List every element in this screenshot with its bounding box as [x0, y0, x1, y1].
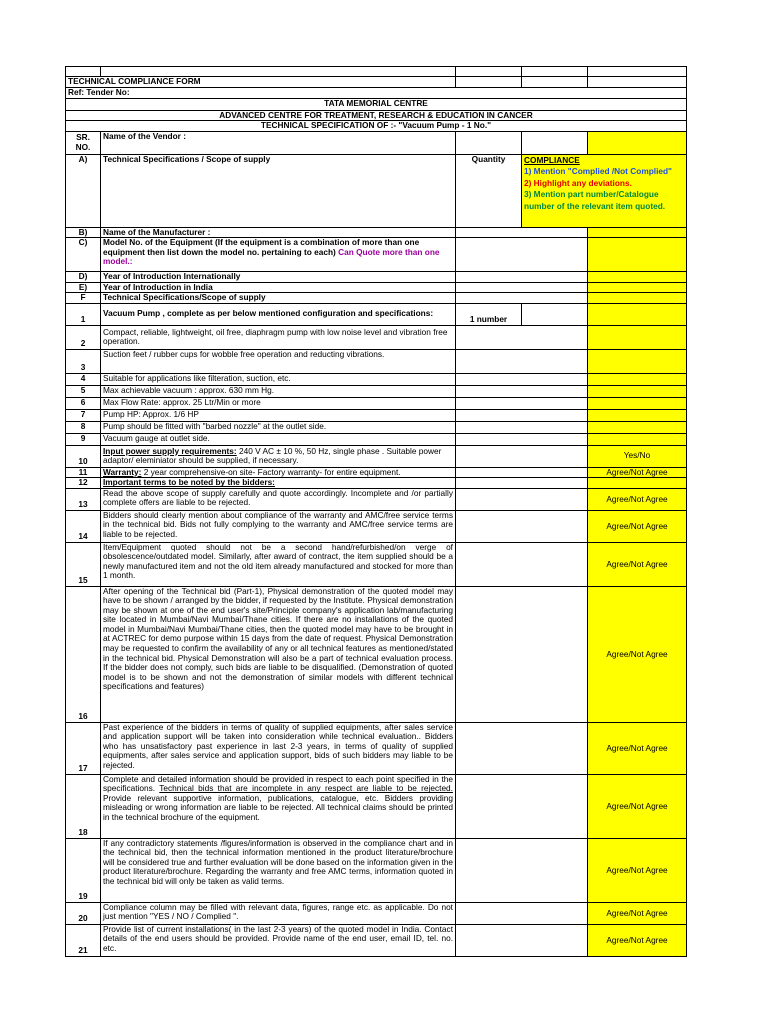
table-row — [66, 445, 687, 467]
row-label: Name of the Manufacturer : — [101, 227, 456, 238]
sr-cell: 15 — [66, 542, 101, 586]
compliance-cell[interactable]: Agree/Not Agree — [588, 902, 687, 924]
sr-cell: B) — [66, 227, 101, 238]
table-row — [66, 349, 687, 373]
cell[interactable] — [456, 924, 522, 956]
table-row — [66, 293, 687, 304]
cell[interactable] — [522, 282, 588, 293]
sr-cell: 18 — [66, 774, 101, 838]
model-label: Model No. of the Equipment (If the equipment is a combination of more than one equipment then list down the model no. pertaining to each) — [103, 237, 420, 257]
table-row — [66, 478, 687, 489]
cell[interactable] — [456, 902, 522, 924]
compliance-cell[interactable] — [588, 433, 687, 445]
sr-cell: F — [66, 293, 101, 304]
warranty-label: Warranty: — [103, 467, 142, 477]
term-text-a: Complete and detailed information should be provided in respect to each point specified in the specifications. — [103, 774, 453, 794]
terms-heading: Important terms to be noted by the bidders: — [101, 478, 456, 489]
row-label — [101, 238, 456, 272]
cell[interactable] — [456, 67, 522, 77]
cell[interactable] — [456, 488, 522, 510]
table-row — [66, 238, 687, 272]
cell[interactable] — [588, 67, 687, 77]
sr-cell: 2 — [66, 325, 101, 349]
spec-text: Suction feet / rubber cups for wobble free operation and reducting vibrations. — [101, 349, 456, 373]
cell[interactable] — [456, 445, 522, 467]
term-text: Compliance column may be filled with relevant data, figures, range etc. as applicable. Do not just mention "YES / NO / Complied ". — [101, 902, 456, 924]
cell[interactable] — [456, 238, 522, 272]
table-row — [66, 838, 687, 902]
compliance-table — [65, 66, 687, 957]
compliance-cell[interactable] — [588, 397, 687, 409]
compliance-cell[interactable]: Agree/Not Agree — [588, 924, 687, 956]
sr-cell: 20 — [66, 902, 101, 924]
term-text-underlined: Technical bids that are incomplete in any respect are liable to be rejected. — [159, 783, 453, 794]
sr-cell: 19 — [66, 838, 101, 902]
compliance-cell[interactable] — [588, 421, 687, 433]
table-row — [66, 385, 687, 397]
row-a-label: A) — [66, 154, 101, 227]
cell[interactable] — [456, 478, 522, 489]
vendor-compliance-cell[interactable] — [588, 131, 687, 154]
compliance-cell[interactable] — [588, 373, 687, 385]
sr-cell: 4 — [66, 373, 101, 385]
cell[interactable] — [522, 293, 588, 304]
table-row — [66, 397, 687, 409]
term-text: Past experience of the bidders in terms of quality of supplied equipments, after sales service and application support will be taken into consideration while technical evaluation.. Bidders who has unsatisfactory past experience in last 2-3 years, in terms of quality of supplied equipments, after sales service and application support, bids of such bidders may liable to be rejected. — [101, 722, 456, 774]
sr-cell: 12 — [66, 478, 101, 489]
cell[interactable] — [522, 421, 588, 433]
cell[interactable] — [522, 445, 588, 467]
org-sub-row — [66, 110, 687, 121]
compliance-cell[interactable] — [588, 303, 687, 325]
term-text-b: Provide relevant supportive information, publications, catalogue, etc. Bidders providing misleading or wrong information are liable to be rejected. All technical claims should be printed in the technical brochure of the equipment. — [103, 792, 453, 822]
cell[interactable] — [522, 272, 588, 283]
compliance-cell[interactable]: Agree/Not Agree — [588, 774, 687, 838]
spec-title-row — [66, 121, 687, 132]
org-row — [66, 98, 687, 110]
cell[interactable] — [456, 409, 522, 421]
term-text: Read the above scope of supply carefully and quote accordingly. Incomplete and /or partially complete offers are liable to be rejected. — [101, 488, 456, 510]
table-row — [66, 586, 687, 722]
table-row — [66, 924, 687, 956]
table-row — [66, 488, 687, 510]
cell[interactable] — [588, 77, 687, 88]
sr-cell: 7 — [66, 409, 101, 421]
term-text: If any contradictory statements /figures/information is observed in the compliance chart and in the technical bid, then the technical information mentioned in the product literature/brochure will be considered true and further evaluation will be done based on the information given in the product literature/brochure. Regarding the warranty and free AMC terms, information quoted in the technical bid will only be taken as valid terms. — [101, 838, 456, 902]
org-name: TATA MEMORIAL CENTRE — [66, 98, 687, 110]
cell[interactable] — [522, 227, 588, 238]
spec-title: TECHNICAL SPECIFICATION OF :- "Vacuum Pump - 1 No." — [66, 121, 687, 132]
org-subtitle: ADVANCED CENTRE FOR TREATMENT, RESEARCH & EDUCATION IN CANCER — [66, 110, 687, 121]
table-row — [66, 722, 687, 774]
cell[interactable] — [522, 303, 588, 325]
cell[interactable] — [522, 373, 588, 385]
spec-text: Pump should be fitted with "barbed nozzle" at the outlet side. — [101, 421, 456, 433]
quantity-cell: 1 number — [456, 303, 522, 325]
compliance-note-1: 1) Mention "Complied /Not Complied" — [524, 166, 672, 177]
table-row — [66, 325, 687, 349]
sr-cell: 21 — [66, 924, 101, 956]
table-row — [66, 510, 687, 542]
term-text: Item/Equipment quoted should not be a second hand/refurbished/on verge of obsolescence/outdated model. Similarly, after award of contract, the item supplied should be a newly manufactured item and not the old item already manufactured and stocked for more than 1 month. — [101, 542, 456, 586]
cell[interactable] — [522, 67, 588, 77]
spec-text: Vacuum gauge at outlet side. — [101, 433, 456, 445]
cell[interactable] — [522, 902, 588, 924]
form-title: TECHNICAL COMPLIANCE FORM — [66, 77, 456, 88]
table-row — [66, 467, 687, 478]
sr-cell: 5 — [66, 385, 101, 397]
cell[interactable] — [456, 293, 522, 304]
sr-cell: 13 — [66, 488, 101, 510]
cell[interactable] — [522, 77, 588, 88]
cell[interactable] — [456, 421, 522, 433]
sr-cell: 11 — [66, 467, 101, 478]
cell[interactable] — [522, 325, 588, 349]
compliance-note-2: 2) Highlight any deviations. — [524, 177, 632, 188]
compliance-cell[interactable]: Agree/Not Agree — [588, 838, 687, 902]
cell[interactable] — [456, 467, 522, 478]
sr-cell: 14 — [66, 510, 101, 542]
cell[interactable] — [456, 349, 522, 373]
table-row — [66, 303, 687, 325]
cell[interactable] — [522, 349, 588, 373]
compliance-cell[interactable]: Agree/Not Agree — [588, 542, 687, 586]
cell[interactable] — [456, 510, 522, 542]
cell[interactable] — [522, 238, 588, 272]
spec-text: Pump HP: Approx. 1/6 HP — [101, 409, 456, 421]
compliance-cell[interactable]: Agree/Not Agree — [588, 488, 687, 510]
cell[interactable] — [101, 67, 456, 77]
sr-cell: 8 — [66, 421, 101, 433]
cell[interactable] — [456, 77, 522, 88]
sr-cell: C) — [66, 238, 101, 272]
compliance-cell[interactable]: Yes/No — [588, 445, 687, 467]
sr-cell: 10 — [66, 445, 101, 467]
cell[interactable] — [456, 131, 522, 154]
table-row — [66, 282, 687, 293]
cell[interactable] — [456, 227, 522, 238]
spec-text — [101, 445, 456, 467]
compliance-cell[interactable] — [588, 409, 687, 421]
table-row — [66, 774, 687, 838]
term-text: Bidders should clearly mention about compliance of the warranty and AMC/free service terms in the technical bid. Bids not fully complying to the warranty and AMC/free service terms are liable to be rejected. — [101, 510, 456, 542]
spec-text: Max Flow Rate: approx. 25 Ltr/Min or more — [101, 397, 456, 409]
table-row — [66, 272, 687, 283]
term-text: Provide list of current installations( in the last 2-3 years) of the quoted model in India. Contact details of the end users should be provided. Provide name of the end user, email ID, tel. no. etc. — [101, 924, 456, 956]
power-label: Input power supply requirements: — [103, 445, 237, 456]
sr-cell: 6 — [66, 397, 101, 409]
row-label: Year of Introduction in India — [101, 282, 456, 293]
row-label: Technical Specifications/Scope of supply — [101, 293, 456, 304]
ref-row — [66, 88, 687, 99]
compliance-cell[interactable] — [588, 349, 687, 373]
form-title-row — [66, 77, 687, 88]
cell[interactable] — [522, 467, 588, 478]
table-row — [66, 227, 687, 238]
spec-text: Vacuum Pump , complete as per below mentioned configuration and specifications: — [101, 303, 456, 325]
cell[interactable] — [522, 131, 588, 154]
blank-row — [66, 67, 687, 77]
cell[interactable] — [522, 586, 588, 722]
vendor-row — [66, 131, 687, 154]
cell[interactable] — [522, 433, 588, 445]
spec-text: Suitable for applications like filteration, suction, etc. — [101, 373, 456, 385]
compliance-cell[interactable] — [588, 478, 687, 489]
cell[interactable] — [522, 385, 588, 397]
cell[interactable] — [456, 373, 522, 385]
sr-cell: 17 — [66, 722, 101, 774]
tech-spec-header: Technical Specifications / Scope of supply — [101, 154, 456, 227]
cell[interactable] — [456, 838, 522, 902]
cell[interactable] — [522, 510, 588, 542]
sr-cell: 9 — [66, 433, 101, 445]
power-text: 240 V AC ± 10 %, 50 Hz, single phase . Suitable power adaptor/ eleminiator should be supplied, if necessary. — [103, 445, 442, 466]
quote-note: Can Quote more than one model.: — [103, 246, 440, 267]
cell[interactable] — [522, 838, 588, 902]
sr-cell: 1 — [66, 303, 101, 325]
cell[interactable] — [522, 488, 588, 510]
quantity-header: Quantity — [456, 154, 522, 227]
table-row — [66, 373, 687, 385]
spec-text: Compact, reliable, lightweight, oil free, diaphragm pump with low noise level and vibration free operation. — [101, 325, 456, 349]
compliance-cell[interactable]: Agree/Not Agree — [588, 722, 687, 774]
table-row — [66, 409, 687, 421]
cell[interactable] — [522, 397, 588, 409]
cell[interactable] — [456, 542, 522, 586]
cell[interactable] — [456, 774, 522, 838]
compliance-cell[interactable] — [588, 272, 687, 283]
sr-cell: E) — [66, 282, 101, 293]
vendor-label: Name of the Vendor : — [101, 131, 456, 154]
cell[interactable] — [456, 433, 522, 445]
table-row — [66, 542, 687, 586]
sr-cell: 16 — [66, 586, 101, 722]
cell[interactable] — [522, 542, 588, 586]
tender-ref: Ref: Tender No: — [66, 88, 687, 99]
cell[interactable] — [522, 722, 588, 774]
term-text: After opening of the Technical bid (Part-1), Physical demonstration of the quoted model may have to be shown / arranged by the bidder, if requested by the Institute. Physical demonstration may be shown at one of the end user's site/Principle company's application lab/manufacturing site located in Mumbai/Navi Mumbai/Thane cities. If there are no installations of the quoted model in Mumbai/Navi Mumbai/Thane cities, then the quoted model may have to be brought in at ACTREC for demo purpose within 15 days from the date of request. Physical Demonstration may be requested to confirm the availability of any or all technical features as mentioned/stated in the technical bid. Physical Demonstration will also be a part of technical evaluation process. If the bidder does not comply, such bids are liable to be disqualified. (Demonstration of quoted model is to be shown and not the demonstration of similar models with different technical specifications and features) — [101, 586, 456, 722]
cell[interactable] — [456, 586, 522, 722]
table-row — [66, 902, 687, 924]
cell[interactable] — [456, 397, 522, 409]
cell[interactable] — [522, 478, 588, 489]
compliance-cell[interactable]: Agree/Not Agree — [588, 467, 687, 478]
compliance-cell[interactable] — [588, 385, 687, 397]
term-text — [101, 774, 456, 838]
cell[interactable] — [456, 272, 522, 283]
cell[interactable] — [522, 924, 588, 956]
cell[interactable] — [456, 282, 522, 293]
compliance-cell[interactable] — [588, 238, 687, 272]
compliance-cell[interactable] — [588, 227, 687, 238]
cell[interactable] — [456, 385, 522, 397]
sr-cell: D) — [66, 272, 101, 283]
spec-text: Max achievable vacuum : approx. 630 mm Hg. — [101, 385, 456, 397]
spec-header-row — [66, 154, 687, 227]
compliance-cell[interactable]: Agree/Not Agree — [588, 586, 687, 722]
cell[interactable] — [456, 722, 522, 774]
sr-cell: 3 — [66, 349, 101, 373]
compliance-title: COMPLIANCE — [524, 154, 580, 165]
compliance-cell[interactable] — [588, 282, 687, 293]
compliance-cell[interactable] — [588, 325, 687, 349]
spec-text — [101, 467, 456, 478]
cell[interactable] — [522, 409, 588, 421]
table-row — [66, 421, 687, 433]
cell[interactable] — [66, 67, 101, 77]
warranty-text: 2 year comprehensive-on site- Factory warranty- for entire equipment. — [141, 467, 401, 477]
table-row — [66, 433, 687, 445]
compliance-note-3: 3) Mention part number/Catalogue number of the relevant item quoted. — [524, 189, 666, 212]
compliance-cell[interactable] — [588, 293, 687, 304]
row-label: Year of Introduction Internationally — [101, 272, 456, 283]
sr-header: SR. NO. — [66, 131, 101, 154]
compliance-header — [522, 154, 687, 227]
cell[interactable] — [522, 774, 588, 838]
cell[interactable] — [456, 325, 522, 349]
compliance-cell[interactable]: Agree/Not Agree — [588, 510, 687, 542]
